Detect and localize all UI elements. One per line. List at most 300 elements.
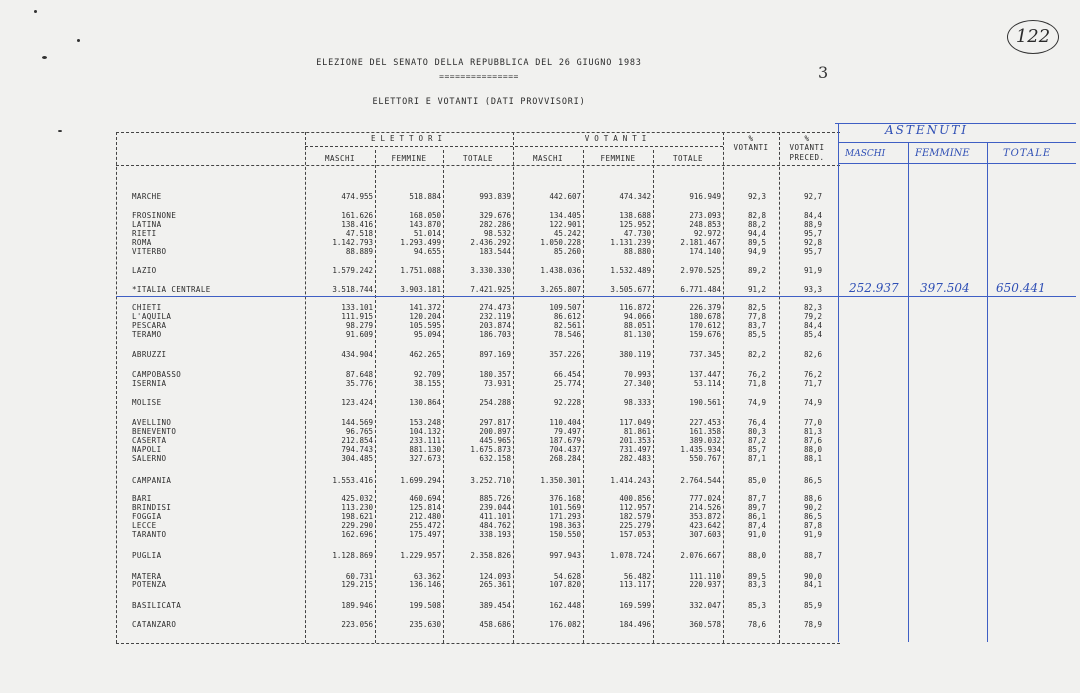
cell-et: 7.421.925: [470, 285, 511, 294]
cell-pp: 93,3: [803, 285, 822, 294]
cell-ef: 105.595: [409, 321, 441, 330]
cell-pp: 87,8: [803, 521, 822, 530]
header-pct-prec: PRECED.: [789, 153, 825, 162]
cell-ef: 1.751.088: [400, 266, 441, 275]
cell-vf: 1.078.724: [610, 551, 651, 560]
cell-et: 232.119: [479, 312, 511, 321]
cell-em: 223.056: [341, 620, 373, 629]
handwritten-astenuti: ASTENUTI: [885, 123, 969, 137]
cell-vt: 916.949: [689, 192, 721, 201]
cell-p: 86,1: [747, 512, 766, 521]
cell-vf: 27.340: [623, 379, 651, 388]
cell-et: 632.158: [479, 454, 511, 463]
cell-vt: 161.358: [689, 427, 721, 436]
cell-em: 474.955: [341, 192, 373, 201]
row-label: LECCE: [132, 521, 157, 530]
row-label: PESCARA: [132, 321, 167, 330]
row-label: POTENZA: [132, 580, 167, 589]
cell-vm: 376.168: [549, 494, 581, 503]
cell-vm: 171.293: [549, 512, 581, 521]
cell-et: 329.676: [479, 211, 511, 220]
cell-ef: 175.497: [409, 530, 441, 539]
cell-em: 47.518: [345, 229, 373, 238]
cell-pp: 91,9: [803, 266, 822, 275]
cell-em: 144.569: [341, 418, 373, 427]
cell-p: 94,9: [747, 247, 766, 256]
cell-pp: 91,9: [803, 530, 822, 539]
cell-em: 35.776: [345, 379, 373, 388]
cell-vt: 170.612: [689, 321, 721, 330]
cell-vm: 134.405: [549, 211, 581, 220]
row-label: TARANTO: [132, 530, 167, 539]
cell-em: 1.128.869: [332, 551, 373, 560]
cell-vt: 137.447: [689, 370, 721, 379]
cell-vm: 3.265.807: [540, 285, 581, 294]
cell-vm: 357.226: [549, 350, 581, 359]
cell-pp: 85,4: [803, 330, 822, 339]
cell-vt: 2.181.467: [680, 238, 721, 247]
cell-em: 60.731: [345, 572, 373, 581]
cell-pp: 86,5: [803, 512, 822, 521]
cell-vf: 282.483: [619, 454, 651, 463]
table-row: [0, 454, 840, 464]
table-row: [0, 530, 840, 540]
cell-ef: 143.870: [409, 220, 441, 229]
cell-vf: 225.279: [619, 521, 651, 530]
cell-p: 85,3: [747, 601, 766, 610]
cell-ef: 141.372: [409, 303, 441, 312]
cell-ef: 233.111: [409, 436, 441, 445]
cell-ef: 518.884: [409, 192, 441, 201]
table-row: [0, 285, 840, 295]
scan-speck: [77, 39, 80, 42]
cell-et: 98.532: [483, 229, 511, 238]
cell-vt: 6.771.484: [680, 285, 721, 294]
cell-et: 124.093: [479, 572, 511, 581]
cell-et: 993.839: [479, 192, 511, 201]
cell-vm: 187.679: [549, 436, 581, 445]
table-row: [0, 398, 840, 408]
cell-p: 91,2: [747, 285, 766, 294]
cell-em: 138.416: [341, 220, 373, 229]
astenuti-left-rule: [838, 123, 839, 642]
table-row: [0, 379, 840, 389]
cell-pp: 87,6: [803, 436, 822, 445]
cell-vf: 138.688: [619, 211, 651, 220]
row-label: CHIETI: [132, 303, 162, 312]
row-label: BARI: [132, 494, 152, 503]
cell-vm: 150.550: [549, 530, 581, 539]
cell-et: 897.169: [479, 350, 511, 359]
cell-vm: 85.260: [553, 247, 581, 256]
table-top-rule: [116, 132, 840, 133]
cell-et: 338.193: [479, 530, 511, 539]
cell-em: 189.946: [341, 601, 373, 610]
header-pct-prec-votanti: VOTANTI: [789, 143, 825, 152]
cell-p: 83,3: [747, 580, 766, 589]
page-number: 3: [818, 63, 829, 82]
row-label: ABRUZZI: [132, 350, 167, 359]
cell-em: 425.032: [341, 494, 373, 503]
cell-vt: 2.076.667: [680, 551, 721, 560]
cell-vf: 81.130: [623, 330, 651, 339]
cell-vf: 116.872: [619, 303, 651, 312]
header-totale-votanti: TOTALE: [672, 154, 704, 163]
cell-pp: 92,8: [803, 238, 822, 247]
cell-ef: 63.362: [413, 572, 441, 581]
cell-pp: 84,1: [803, 580, 822, 589]
cell-em: 91.609: [345, 330, 373, 339]
handwritten-italia-maschi: 252.937: [849, 281, 899, 295]
row-label: SALERNO: [132, 454, 167, 463]
header-femmine-votanti: FEMMINE: [600, 154, 636, 163]
astenuti-subheader-rule: [838, 163, 1076, 164]
cell-vt: 550.767: [689, 454, 721, 463]
handwritten-maschi: MASCHI: [845, 149, 886, 159]
row-label: LAZIO: [132, 266, 157, 275]
cell-p: 71,8: [747, 379, 766, 388]
cell-ef: 462.265: [409, 350, 441, 359]
cell-vm: 54.628: [553, 572, 581, 581]
cell-em: 3.518.744: [332, 285, 373, 294]
cell-et: 445.965: [479, 436, 511, 445]
cell-p: 87,7: [747, 494, 766, 503]
astenuti-header-rule: [838, 142, 1076, 143]
cell-p: 76,2: [747, 370, 766, 379]
cell-pp: 88,1: [803, 454, 822, 463]
handwritten-italia-totale: 650.441: [996, 281, 1046, 295]
cell-ef: 1.293.499: [400, 238, 441, 247]
cell-vf: 1.532.489: [610, 266, 651, 275]
cell-vm: 997.943: [549, 551, 581, 560]
table-row: [0, 620, 840, 630]
cell-pp: 88,0: [803, 445, 822, 454]
row-label: RIETI: [132, 229, 157, 238]
cell-p: 89,5: [747, 238, 766, 247]
cell-vf: 184.496: [619, 620, 651, 629]
cell-em: 198.621: [341, 512, 373, 521]
cell-vm: 1.050.228: [540, 238, 581, 247]
cell-pp: 71,7: [803, 379, 822, 388]
cell-et: 73.931: [483, 379, 511, 388]
table-bottom-rule: [116, 643, 840, 644]
cell-vm: 101.569: [549, 503, 581, 512]
cell-vf: 112.957: [619, 503, 651, 512]
cell-pp: 78,9: [803, 620, 822, 629]
cell-vf: 88.051: [623, 321, 651, 330]
cell-vf: 182.579: [619, 512, 651, 521]
cell-ef: 255.472: [409, 521, 441, 530]
cell-em: 212.854: [341, 436, 373, 445]
cell-ef: 104.132: [409, 427, 441, 436]
cell-pp: 74,9: [803, 398, 822, 407]
cell-vt: 2.970.525: [680, 266, 721, 275]
cell-p: 89,2: [747, 266, 766, 275]
cell-vf: 81.861: [623, 427, 651, 436]
cell-vt: 353.872: [689, 512, 721, 521]
cell-vt: 423.642: [689, 521, 721, 530]
cell-et: 3.330.330: [470, 266, 511, 275]
cell-vt: 737.345: [689, 350, 721, 359]
table-row: [0, 601, 840, 611]
cell-p: 83,7: [747, 321, 766, 330]
cell-ef: 125.814: [409, 503, 441, 512]
cell-p: 82,2: [747, 350, 766, 359]
scan-speck: [42, 56, 47, 59]
astenuti-col-rule: [987, 142, 988, 642]
document-subtitle: ELETTORI E VOTANTI (DATI PROVVISORI): [372, 97, 586, 107]
cell-vt: 227.453: [689, 418, 721, 427]
cell-vf: 731.497: [619, 445, 651, 454]
cell-pp: 84,4: [803, 211, 822, 220]
cell-p: 92,3: [747, 192, 766, 201]
cell-et: 239.044: [479, 503, 511, 512]
row-label: CATANZARO: [132, 620, 177, 629]
cell-p: 91,0: [747, 530, 766, 539]
handwritten-femmine: FEMMINE: [915, 148, 970, 159]
cell-pp: 82,6: [803, 350, 822, 359]
row-label: LATINA: [132, 220, 162, 229]
row-label: BASILICATA: [132, 601, 182, 610]
cell-ef: 235.630: [409, 620, 441, 629]
cell-pp: 85,9: [803, 601, 822, 610]
cell-pp: 77,0: [803, 418, 822, 427]
cell-p: 85,0: [747, 476, 766, 485]
cell-vf: 56.482: [623, 572, 651, 581]
cell-vm: 176.082: [549, 620, 581, 629]
cell-et: 203.874: [479, 321, 511, 330]
header-maschi: MASCHI: [324, 154, 356, 163]
cell-vt: 220.937: [689, 580, 721, 589]
cell-vt: 389.032: [689, 436, 721, 445]
cell-vm: 198.363: [549, 521, 581, 530]
cell-ef: 95.094: [413, 330, 441, 339]
cell-ef: 1.699.294: [400, 476, 441, 485]
cell-vf: 201.353: [619, 436, 651, 445]
cell-p: 88,2: [747, 220, 766, 229]
cell-vt: 2.764.544: [680, 476, 721, 485]
cell-vf: 400.856: [619, 494, 651, 503]
cell-vt: 777.024: [689, 494, 721, 503]
cell-et: 282.286: [479, 220, 511, 229]
cell-p: 85,5: [747, 330, 766, 339]
header-bottom-rule: [116, 165, 840, 166]
cell-et: 186.703: [479, 330, 511, 339]
cell-et: 200.897: [479, 427, 511, 436]
cell-vf: 94.066: [623, 312, 651, 321]
cell-p: 89,7: [747, 503, 766, 512]
table-row: [0, 551, 840, 561]
row-label: MOLISE: [132, 398, 162, 407]
cell-pp: 95,7: [803, 229, 822, 238]
cell-p: 78,6: [747, 620, 766, 629]
cell-pp: 88,9: [803, 220, 822, 229]
cell-em: 111.915: [341, 312, 373, 321]
cell-vm: 442.607: [549, 192, 581, 201]
cell-ef: 38.155: [413, 379, 441, 388]
cell-p: 82,8: [747, 211, 766, 220]
cell-vt: 190.561: [689, 398, 721, 407]
scan-speck: [34, 10, 37, 13]
cell-pp: 95,7: [803, 247, 822, 256]
header-pct-votanti: VOTANTI: [733, 143, 769, 152]
row-label: FOGGIA: [132, 512, 162, 521]
table-row: [0, 330, 840, 340]
cell-vt: 273.093: [689, 211, 721, 220]
cell-et: 265.361: [479, 580, 511, 589]
cell-vf: 1.414.243: [610, 476, 651, 485]
cell-em: 1.142.793: [332, 238, 373, 247]
cell-et: 274.473: [479, 303, 511, 312]
cell-vm: 268.284: [549, 454, 581, 463]
cell-vt: 174.140: [689, 247, 721, 256]
row-label: BENEVENTO: [132, 427, 177, 436]
cell-et: 180.357: [479, 370, 511, 379]
cell-pp: 82,3: [803, 303, 822, 312]
cell-pp: 88,6: [803, 494, 822, 503]
cell-et: 254.288: [479, 398, 511, 407]
cell-em: 88.889: [345, 247, 373, 256]
cell-ef: 153.248: [409, 418, 441, 427]
cell-et: 389.454: [479, 601, 511, 610]
cell-vm: 82.561: [553, 321, 581, 330]
cell-ef: 327.673: [409, 454, 441, 463]
archive-stamp: 122: [1007, 20, 1059, 54]
table-row: [0, 192, 840, 202]
cell-p: 76,4: [747, 418, 766, 427]
cell-vf: 47.730: [623, 229, 651, 238]
header-mid-rule: [305, 146, 723, 147]
row-label: BRINDISI: [132, 503, 172, 512]
cell-vt: 180.678: [689, 312, 721, 321]
cell-vf: 380.119: [619, 350, 651, 359]
cell-vf: 1.131.239: [610, 238, 651, 247]
cell-p: 88,0: [747, 551, 766, 560]
cell-pp: 79,2: [803, 312, 822, 321]
table-row: [0, 247, 840, 257]
cell-ef: 212.480: [409, 512, 441, 521]
cell-et: 458.686: [479, 620, 511, 629]
cell-ef: 168.050: [409, 211, 441, 220]
cell-em: 123.424: [341, 398, 373, 407]
row-label: AVELLINO: [132, 418, 172, 427]
cell-vt: 307.603: [689, 530, 721, 539]
cell-vm: 25.774: [553, 379, 581, 388]
cell-em: 304.485: [341, 454, 373, 463]
cell-et: 183.544: [479, 247, 511, 256]
row-label: *ITALIA CENTRALE: [132, 285, 211, 294]
cell-vt: 226.379: [689, 303, 721, 312]
cell-vt: 248.853: [689, 220, 721, 229]
cell-em: 794.743: [341, 445, 373, 454]
row-label: TERAMO: [132, 330, 162, 339]
scan-speck: [58, 130, 62, 132]
cell-em: 161.626: [341, 211, 373, 220]
cell-vf: 98.333: [623, 398, 651, 407]
document-title: ELEZIONE DEL SENATO DELLA REPUBBLICA DEL 26 GIUGNO 1983: [316, 58, 642, 68]
cell-et: 297.817: [479, 418, 511, 427]
cell-pp: 88,7: [803, 551, 822, 560]
table-row: [0, 350, 840, 360]
table-row: [0, 580, 840, 590]
cell-ef: 3.903.181: [400, 285, 441, 294]
cell-ef: 92.709: [413, 370, 441, 379]
cell-ef: 94.655: [413, 247, 441, 256]
cell-vt: 92.972: [693, 229, 721, 238]
row-label: CAMPOBASSO: [132, 370, 182, 379]
cell-vt: 360.578: [689, 620, 721, 629]
header-totale: TOTALE: [462, 154, 494, 163]
row-label: MATERA: [132, 572, 162, 581]
cell-vf: 125.952: [619, 220, 651, 229]
cell-p: 89,5: [747, 572, 766, 581]
row-label: NAPOLI: [132, 445, 162, 454]
cell-vf: 3.505.677: [610, 285, 651, 294]
table-row: [0, 266, 840, 276]
cell-vt: 159.676: [689, 330, 721, 339]
cell-vf: 70.993: [623, 370, 651, 379]
handwritten-italia-femmine: 397.504: [920, 281, 970, 295]
cell-vm: 704.437: [549, 445, 581, 454]
cell-p: 87,2: [747, 436, 766, 445]
cell-et: 2.358.826: [470, 551, 511, 560]
cell-p: 94,4: [747, 229, 766, 238]
cell-em: 1.579.242: [332, 266, 373, 275]
cell-vf: 113.117: [619, 580, 651, 589]
italia-centrale-underline: [116, 296, 1076, 297]
cell-em: 1.553.416: [332, 476, 373, 485]
cell-pp: 84,4: [803, 321, 822, 330]
cell-ef: 199.508: [409, 601, 441, 610]
cell-ef: 51.014: [413, 229, 441, 238]
cell-vm: 109.507: [549, 303, 581, 312]
row-label: MARCHE: [132, 192, 162, 201]
cell-em: 434.904: [341, 350, 373, 359]
cell-vm: 78.546: [553, 330, 581, 339]
cell-pp: 90,2: [803, 503, 822, 512]
cell-pp: 90,0: [803, 572, 822, 581]
cell-vt: 111.110: [689, 572, 721, 581]
cell-em: 87.648: [345, 370, 373, 379]
row-label: CASERTA: [132, 436, 167, 445]
cell-vm: 79.497: [553, 427, 581, 436]
row-label: ROMA: [132, 238, 152, 247]
cell-ef: 136.146: [409, 580, 441, 589]
header-maschi-votanti: MASCHI: [532, 154, 564, 163]
row-label: CAMPANIA: [132, 476, 172, 485]
cell-vf: 117.049: [619, 418, 651, 427]
cell-et: 3.252.710: [470, 476, 511, 485]
cell-ef: 120.204: [409, 312, 441, 321]
cell-em: 133.101: [341, 303, 373, 312]
cell-vm: 45.242: [553, 229, 581, 238]
cell-vf: 157.053: [619, 530, 651, 539]
cell-p: 85,7: [747, 445, 766, 454]
cell-pp: 86,5: [803, 476, 822, 485]
cell-et: 1.675.873: [470, 445, 511, 454]
cell-ef: 130.864: [409, 398, 441, 407]
header-elettori: ELETTORI: [370, 134, 448, 143]
row-label: PUGLIA: [132, 551, 162, 560]
cell-vm: 107.820: [549, 580, 581, 589]
cell-pp: 76,2: [803, 370, 822, 379]
cell-vm: 92.228: [553, 398, 581, 407]
header-pct-prec-symbol: %: [804, 134, 810, 143]
cell-vf: 88.880: [623, 247, 651, 256]
cell-et: 2.436.292: [470, 238, 511, 247]
cell-vm: 122.901: [549, 220, 581, 229]
cell-em: 129.215: [341, 580, 373, 589]
